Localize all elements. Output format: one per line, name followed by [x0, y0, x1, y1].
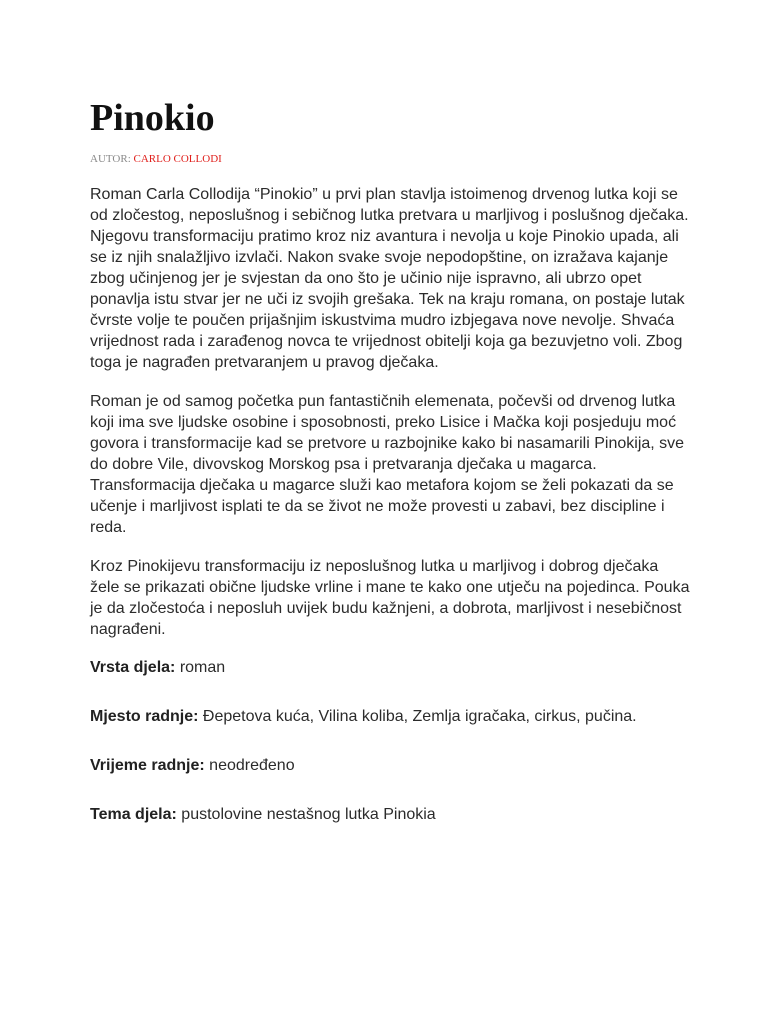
paragraph: Roman je od samog početka pun fantastičnih elemenata, počevši od drvenog lutka koji ima sve ljudske osobine i sposobnosti, preko Lisice i Mačka koji posjeduju moć govora i transformacije kad se pretvore u razbojnike kako bi nasamarili Pinokija, sve do dobre Vile, divovskog Morskog psa i pretvaranja dječaka u magarca. Transformacija dječaka u magarce služi kao metafora kojom se želi pokazati da se učenje i marljivost isplati te da se život ne može provesti u zabavi, bez discipline i reda. [90, 393, 685, 536]
fact-label: Tema djela: [90, 806, 177, 823]
fact-label: Vrijeme radnje: [90, 757, 205, 774]
page-title: Pinokio [90, 97, 215, 139]
fact-label: Mjesto radnje: [90, 708, 199, 725]
paragraph: Kroz Pinokijevu transformaciju iz neposlušnog lutka u marljivog i dobrog dječaka žele se prikazati obične ljudske vrline i mane te kako one utječu na pojedinca. Pouka je da zločestoća i neposluh uvijek budu kažnjeni, a dobrota, marljivost i nesebičnost nagrađeni. [90, 558, 690, 638]
fact-value: roman [179, 659, 226, 676]
fact-genre [90, 657, 690, 678]
author-line [90, 152, 690, 166]
fact-setting [90, 706, 690, 727]
author-label: AUTOR: [90, 153, 131, 165]
author-link[interactable]: CARLO COLLODI [133, 153, 222, 165]
fact-value: Đepetova kuća, Vilina koliba, Zemlja igračaka, cirkus, pučina. [202, 708, 637, 725]
article [90, 96, 690, 825]
fact-time [90, 755, 690, 776]
fact-label: Vrsta djela: [90, 659, 176, 676]
fact-value: neodređeno [209, 757, 295, 774]
fact-theme [90, 804, 690, 825]
fact-value: pustolovine nestašnog lutka Pinokia [181, 806, 436, 823]
paragraph: Roman Carla Collodija “Pinokio” u prvi plan stavlja istoimenog drvenog lutka koji se od zločestog, neposlušnog i sebičnog lutka pretvara u marljivog i poslušnog dječaka. Njegovu transformaciju pratimo kroz niz avantura i nevolja u koje Pinokio upada, ali se iz njih snalažljivo izvlači. Nakon svake svoje nepodopštine, on izražava kajanje zbog učinjenog jer je svjestan da ono što je učinio nije ispravno, ali ubrzo opet ponavlja istu stvar jer ne uči iz svojih grešaka. Tek na kraju romana, on postaje lutak čvrste volje te poučen prijašnjim iskustvima mudro izbjegava nove nevolje. Shvaća vrijednost rada i zarađenog novca te vrijednost obitelji koja ga bezuvjetno voli. Zbog toga je nagrađen pretvaranjem u pravog dječaka. [90, 186, 689, 371]
